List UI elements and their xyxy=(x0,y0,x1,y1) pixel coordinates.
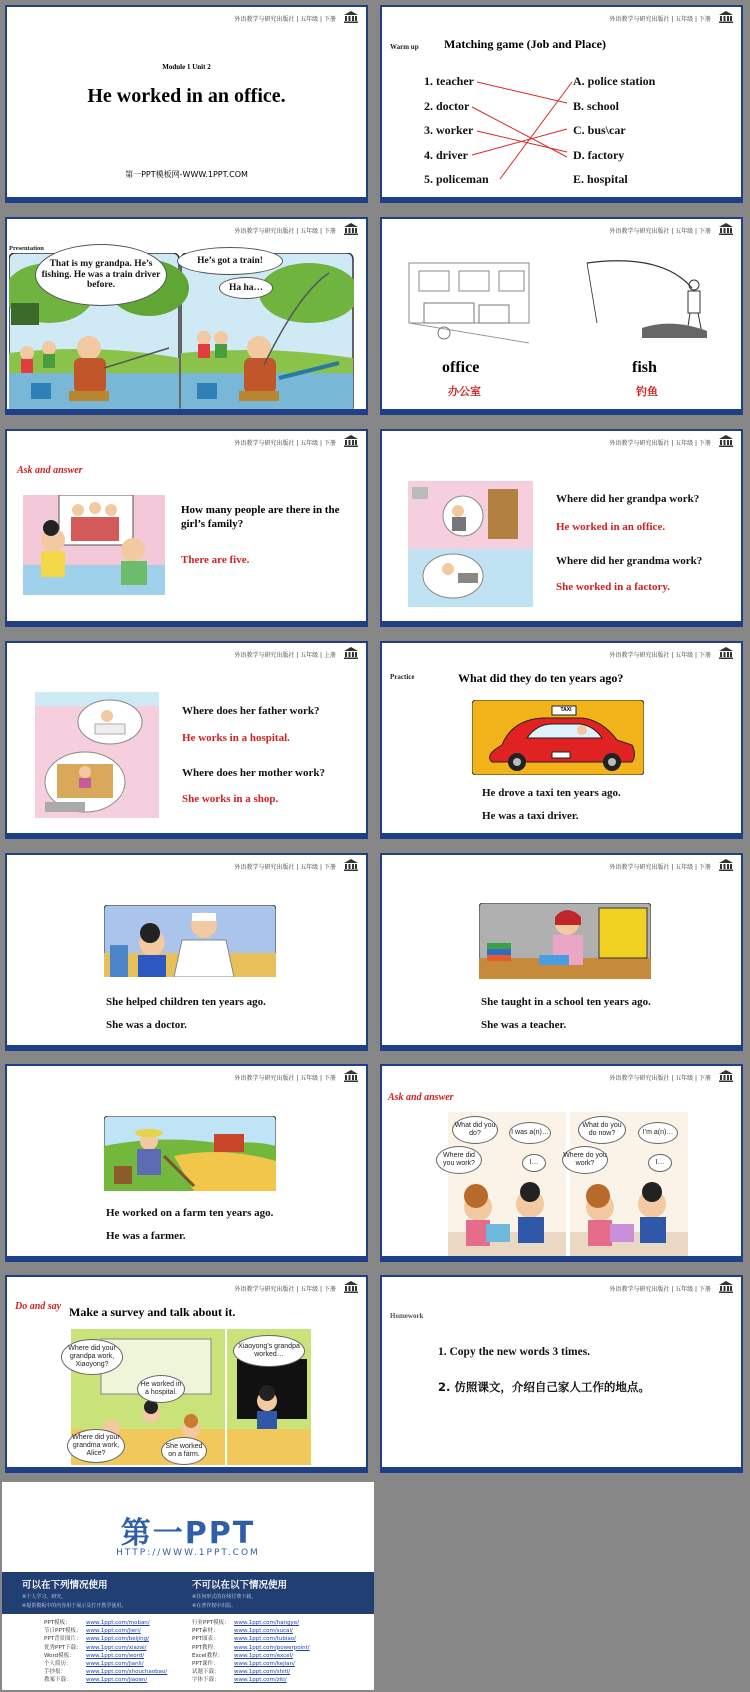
brand-url[interactable]: HTTP://WWW.1PPT.COM xyxy=(116,1548,260,1558)
slide-ask-family[interactable] xyxy=(5,429,368,627)
slide-header xyxy=(7,855,366,875)
slide-header xyxy=(382,219,741,239)
section-tag: Ask and answer xyxy=(388,1092,454,1103)
slide-header xyxy=(7,7,366,27)
job-item: 3. worker xyxy=(424,123,474,137)
taxi-sign-label: TAXI xyxy=(560,707,572,713)
slide-bottom-bar xyxy=(7,621,366,625)
resource-link-row xyxy=(44,1675,147,1683)
resource-link[interactable]: www.1ppt.com/xiazai/ xyxy=(86,1644,147,1651)
publisher-logo-icon xyxy=(344,11,358,23)
resource-link-label: 试题下载： xyxy=(192,1669,220,1676)
publisher-logo-icon xyxy=(344,859,358,871)
resource-link[interactable]: www.1ppt.com/shiti/ xyxy=(234,1669,291,1676)
resource-link-row xyxy=(192,1667,290,1675)
resource-link-label: PPT背景图片： xyxy=(44,1636,82,1643)
vocab-word-office: office xyxy=(442,359,480,376)
publisher-logo-icon xyxy=(719,859,733,871)
family-answer: There are five. xyxy=(181,554,250,566)
brand-logo: 第一PPT xyxy=(120,1516,256,1551)
resource-link[interactable]: www.1ppt.com/kejian/ xyxy=(234,1661,295,1667)
slide-ask-jobs[interactable] xyxy=(380,1064,743,1262)
resource-link-label: 节日PPT模板： xyxy=(44,1628,82,1635)
publisher-header: 外语教学与研究出版社 | 五年级 | 下册 xyxy=(609,1286,711,1293)
survey-heading: Make a survey and talk about it. xyxy=(69,1305,236,1319)
office-sketch xyxy=(404,253,534,348)
family-photo-illustration xyxy=(23,495,165,595)
farmer-illustration xyxy=(104,1116,276,1191)
publisher-logo-icon xyxy=(719,223,733,235)
slide-title[interactable] xyxy=(5,5,368,203)
place-item: C. bus\car xyxy=(573,123,626,137)
job-item: 5. policeman xyxy=(424,172,489,186)
slide-farmer[interactable] xyxy=(5,1064,368,1262)
bubble-hospital-answer: He worked in a hospital. xyxy=(137,1375,185,1403)
slide-bottom-bar xyxy=(382,1467,741,1471)
speech-bubble-grandpa: That is my grandpa. He’s fishing. He was a train driver before. xyxy=(35,244,167,306)
match-line-doctor xyxy=(472,107,567,157)
matching-heading: Matching game (Job and Place) xyxy=(444,37,606,51)
resource-link-row xyxy=(44,1618,150,1626)
mother-answer: She works in a shop. xyxy=(182,793,279,805)
family-question: How many people are there in the girl’s family? xyxy=(181,504,340,531)
slide-bottom-bar xyxy=(382,409,741,413)
resource-link-row xyxy=(44,1626,141,1634)
publisher-header: 外语教学与研究出版社 | 五年级 | 下册 xyxy=(234,440,336,447)
slide-matching[interactable] xyxy=(380,5,743,203)
resource-link-label: 行业PPT模板： xyxy=(192,1620,230,1626)
place-item: A. police station xyxy=(573,74,656,88)
slide-bottom-bar xyxy=(382,197,741,201)
grandparents-illustration xyxy=(408,481,533,607)
resource-link-label: PPT素材： xyxy=(192,1628,219,1635)
publisher-header: 外语教学与研究出版社 | 五年级 | 下册 xyxy=(609,1075,711,1082)
slide-presentation[interactable] xyxy=(5,217,368,415)
place-item: D. factory xyxy=(573,147,625,162)
teacher-line-1: She taught in a school ten years ago. xyxy=(481,996,651,1008)
bubble-xiaoyong-grandpa: Xiaoyong’s grandpa worked… xyxy=(233,1335,305,1367)
fishing-sketch xyxy=(582,253,712,348)
resource-link-label: 优秀PPT下载： xyxy=(44,1644,82,1651)
homework-item-1: 1. Copy the new words 3 times. xyxy=(438,1346,591,1358)
publisher-header: 外语教学与研究出版社 | 五年级 | 下册 xyxy=(234,16,336,23)
publisher-logo-icon xyxy=(719,1070,733,1082)
slide-bottom-bar xyxy=(7,1467,366,1471)
slide-header xyxy=(382,431,741,451)
taxi-line-1: He drove a taxi ten years ago. xyxy=(482,787,621,799)
resource-link-label: 手抄报： xyxy=(44,1669,67,1676)
publisher-logo-icon xyxy=(344,1281,358,1293)
slide-bottom-bar xyxy=(382,621,741,625)
resource-link-row xyxy=(44,1634,149,1642)
resource-link[interactable]: www.1ppt.com/tubiao/ xyxy=(234,1636,296,1643)
doctor-line-2: She was a doctor. xyxy=(106,1019,187,1031)
bubble-what-did-you-do: What did you do? xyxy=(452,1116,498,1144)
father-question: Where does her father work? xyxy=(182,705,320,717)
resource-link-row xyxy=(44,1659,144,1667)
unit-label: Module 1 Unit 2 xyxy=(162,63,211,71)
can-use-1: ※个人学习、研究。 xyxy=(22,1594,67,1600)
publisher-logo-icon xyxy=(344,1070,358,1082)
cannot-use-title: 不可以在以下情况使用 xyxy=(192,1580,288,1591)
father-answer: He works in a hospital. xyxy=(182,732,290,744)
slide-homework[interactable] xyxy=(380,1275,743,1473)
vocab-cn-fish: 钓鱼 xyxy=(636,385,658,398)
resource-link[interactable]: www.1ppt.com/hangye/ xyxy=(234,1620,300,1626)
resource-link[interactable]: www.1ppt.com/moban/ xyxy=(86,1620,150,1626)
speech-bubble-train: He’s got a train! xyxy=(177,247,283,275)
resource-link-row xyxy=(192,1659,295,1667)
section-tag: Presentation xyxy=(9,245,44,252)
parents-illustration xyxy=(35,692,159,818)
slide-bottom-bar xyxy=(382,1045,741,1049)
publisher-header: 外语教学与研究出版社 | 五年级 | 上册 xyxy=(234,652,336,659)
resource-link-label: PPT模板： xyxy=(44,1620,71,1626)
slide-bottom-bar xyxy=(7,1256,366,1260)
publisher-header: 外语教学与研究出版社 | 五年级 | 下册 xyxy=(234,1075,336,1082)
slide-bottom-bar xyxy=(382,833,741,837)
publisher-logo-icon xyxy=(344,647,358,659)
resource-link-label: Excel教程： xyxy=(192,1652,224,1659)
bubble-im-a: I’m a(n)… xyxy=(638,1122,678,1144)
can-use-2: ※提供模板中的内容用于展示及打开教学使用。 xyxy=(22,1603,127,1609)
resource-link[interactable]: www.1ppt.com/beijing/ xyxy=(86,1636,150,1643)
bubble-i-now: I… xyxy=(648,1154,672,1172)
teacher-illustration xyxy=(479,903,651,979)
grandma-question: Where did her grandma work? xyxy=(556,555,703,567)
resource-link[interactable]: www.1ppt.com/ziti/ xyxy=(234,1677,287,1684)
resource-link-label: 个人简历： xyxy=(44,1661,72,1667)
bubble-where-do-you-work: Where do you work? xyxy=(562,1146,608,1174)
resource-link-row xyxy=(192,1618,299,1626)
resource-link[interactable]: www.1ppt.com/word/ xyxy=(86,1652,145,1659)
slide-ad[interactable] xyxy=(2,1482,374,1690)
cannot-use-1: ※任何形式的在线付费下载。 xyxy=(192,1594,257,1600)
publisher-header: 外语教学与研究出版社 | 五年级 | 下册 xyxy=(609,864,711,871)
farmer-line-2: He was a farmer. xyxy=(106,1230,186,1242)
section-tag: Homework xyxy=(390,1312,424,1320)
grandpa-question: Where did her grandpa work? xyxy=(556,493,700,505)
bubble-what-do-you-do-now: What do you do now? xyxy=(578,1116,626,1144)
resource-link-row xyxy=(192,1643,310,1651)
resource-link-label: PPT教程： xyxy=(192,1644,219,1651)
usage-band xyxy=(2,1572,374,1614)
practice-heading: What did they do ten years ago? xyxy=(458,671,624,685)
resource-link[interactable]: www.1ppt.com/jiaoan/ xyxy=(86,1677,148,1684)
publisher-header: 外语教学与研究出版社 | 五年级 | 下册 xyxy=(234,864,336,871)
doctor-illustration xyxy=(104,905,276,977)
cannot-use-2: ※在著作权中出版。 xyxy=(192,1603,237,1609)
resource-link-label: 字体下载： xyxy=(192,1677,220,1684)
bubble-grandpa-work-question: Where did your grandpa work, Xiaoyong? xyxy=(61,1339,123,1375)
resource-link-row xyxy=(44,1643,147,1651)
bubble-i-past: I… xyxy=(522,1154,546,1172)
homework-item-2: 2. 仿照课文，介绍自己家人工作的地点。 xyxy=(438,1380,650,1394)
resource-link-label: PPT课件： xyxy=(192,1661,219,1667)
resource-link[interactable]: www.1ppt.com/shouchaobao/ xyxy=(86,1669,168,1676)
slide-bottom-bar xyxy=(382,1256,741,1260)
resource-link-label: Word模板： xyxy=(44,1652,75,1659)
teacher-line-2: She was a teacher. xyxy=(481,1019,567,1031)
resource-link[interactable]: www.1ppt.com/excel/ xyxy=(234,1652,293,1659)
job-item: 4. driver xyxy=(424,147,468,162)
publisher-logo-icon xyxy=(719,435,733,447)
job-item: 1. teacher xyxy=(424,74,474,88)
slide-header xyxy=(7,643,366,663)
mother-question: Where does her mother work? xyxy=(182,767,325,779)
resource-link[interactable]: www.1ppt.com/powerpoint/ xyxy=(234,1644,310,1651)
slide-grandparents[interactable] xyxy=(380,429,743,627)
publisher-header: 外语教学与研究出版社 | 五年级 | 下册 xyxy=(234,228,336,235)
publisher-logo-icon xyxy=(719,647,733,659)
slide-teacher[interactable] xyxy=(380,853,743,1051)
publisher-header: 外语教学与研究出版社 | 五年级 | 下册 xyxy=(609,16,711,23)
slide-header xyxy=(382,1066,741,1086)
match-line-teacher xyxy=(477,82,567,103)
section-tag: Do and say xyxy=(15,1301,62,1312)
resource-link[interactable]: www.1ppt.com/jianli/ xyxy=(86,1661,144,1667)
slide-vocab[interactable] xyxy=(380,217,743,415)
resource-link-row xyxy=(44,1651,144,1659)
resource-link-label: PPT图表： xyxy=(192,1636,219,1643)
slide-doctor[interactable] xyxy=(5,853,368,1051)
bubble-farm-answer: She worked on a farm. xyxy=(161,1437,207,1465)
doctor-line-1: She helped children ten years ago. xyxy=(106,996,266,1008)
slide-bottom-bar xyxy=(7,833,366,837)
slide-header xyxy=(382,855,741,875)
resource-link-row xyxy=(192,1651,293,1659)
slide-survey[interactable] xyxy=(5,1275,368,1473)
grandma-answer: She worked in a factory. xyxy=(556,581,670,593)
resource-link-row xyxy=(192,1634,296,1642)
publisher-logo-icon xyxy=(344,223,358,235)
resource-link-row xyxy=(192,1675,287,1683)
resource-link[interactable]: www.1ppt.com/sucai/ xyxy=(234,1628,293,1635)
job-item: 2. doctor xyxy=(424,98,470,113)
bubble-i-was: I was a(n)… xyxy=(509,1122,551,1144)
place-item: E. hospital xyxy=(573,172,628,186)
slide-header xyxy=(382,643,741,663)
resource-link-row xyxy=(192,1626,293,1634)
can-use-title: 可以在下列情况使用 xyxy=(22,1580,108,1591)
bubble-grandma-work-question: Where did your grandma work, Alice? xyxy=(67,1429,125,1463)
resource-link-row xyxy=(44,1667,167,1675)
slide-header xyxy=(7,1066,366,1086)
vocab-word-fish: fish xyxy=(632,359,657,376)
slide-header xyxy=(7,219,366,239)
grandpa-answer: He worked in an office. xyxy=(556,521,666,533)
speech-bubble-haha: Ha ha… xyxy=(219,277,273,299)
taxi-line-2: He was a taxi driver. xyxy=(482,810,579,822)
publisher-header: 外语教学与研究出版社 | 五年级 | 下册 xyxy=(609,228,711,235)
slide-bottom-bar xyxy=(7,1045,366,1049)
slide-header xyxy=(382,1277,741,1297)
vocab-cn-office: 办公室 xyxy=(448,385,481,398)
publisher-logo-icon xyxy=(719,1281,733,1293)
section-tag: Warm up xyxy=(390,43,419,51)
publisher-header: 外语教学与研究出版社 | 五年级 | 下册 xyxy=(609,652,711,659)
section-tag: Ask and answer xyxy=(17,465,83,476)
page-title: He worked in an office. xyxy=(87,85,286,107)
publisher-header: 外语教学与研究出版社 | 五年级 | 下册 xyxy=(234,1286,336,1293)
slide-parents[interactable] xyxy=(5,641,368,839)
section-tag: Practice xyxy=(390,673,415,681)
farmer-line-1: He worked on a farm ten years ago. xyxy=(106,1207,274,1219)
resource-link[interactable]: www.1ppt.com/jieri/ xyxy=(86,1628,141,1635)
slide-header xyxy=(7,1277,366,1297)
bubble-where-did-you-work: Where did you work? xyxy=(436,1146,482,1174)
publisher-logo-icon xyxy=(344,435,358,447)
slide-bottom-bar xyxy=(7,409,366,413)
publisher-header: 外语教学与研究出版社 | 五年级 | 下册 xyxy=(609,440,711,447)
slide-practice-taxi[interactable] xyxy=(380,641,743,839)
place-item: B. school xyxy=(573,98,620,113)
slide-bottom-bar xyxy=(7,197,366,201)
site-label: 第一PPT模板网-WWW.1PPT.COM xyxy=(125,170,248,179)
resource-link-label: 教案下载： xyxy=(44,1677,72,1684)
slide-header xyxy=(7,431,366,451)
